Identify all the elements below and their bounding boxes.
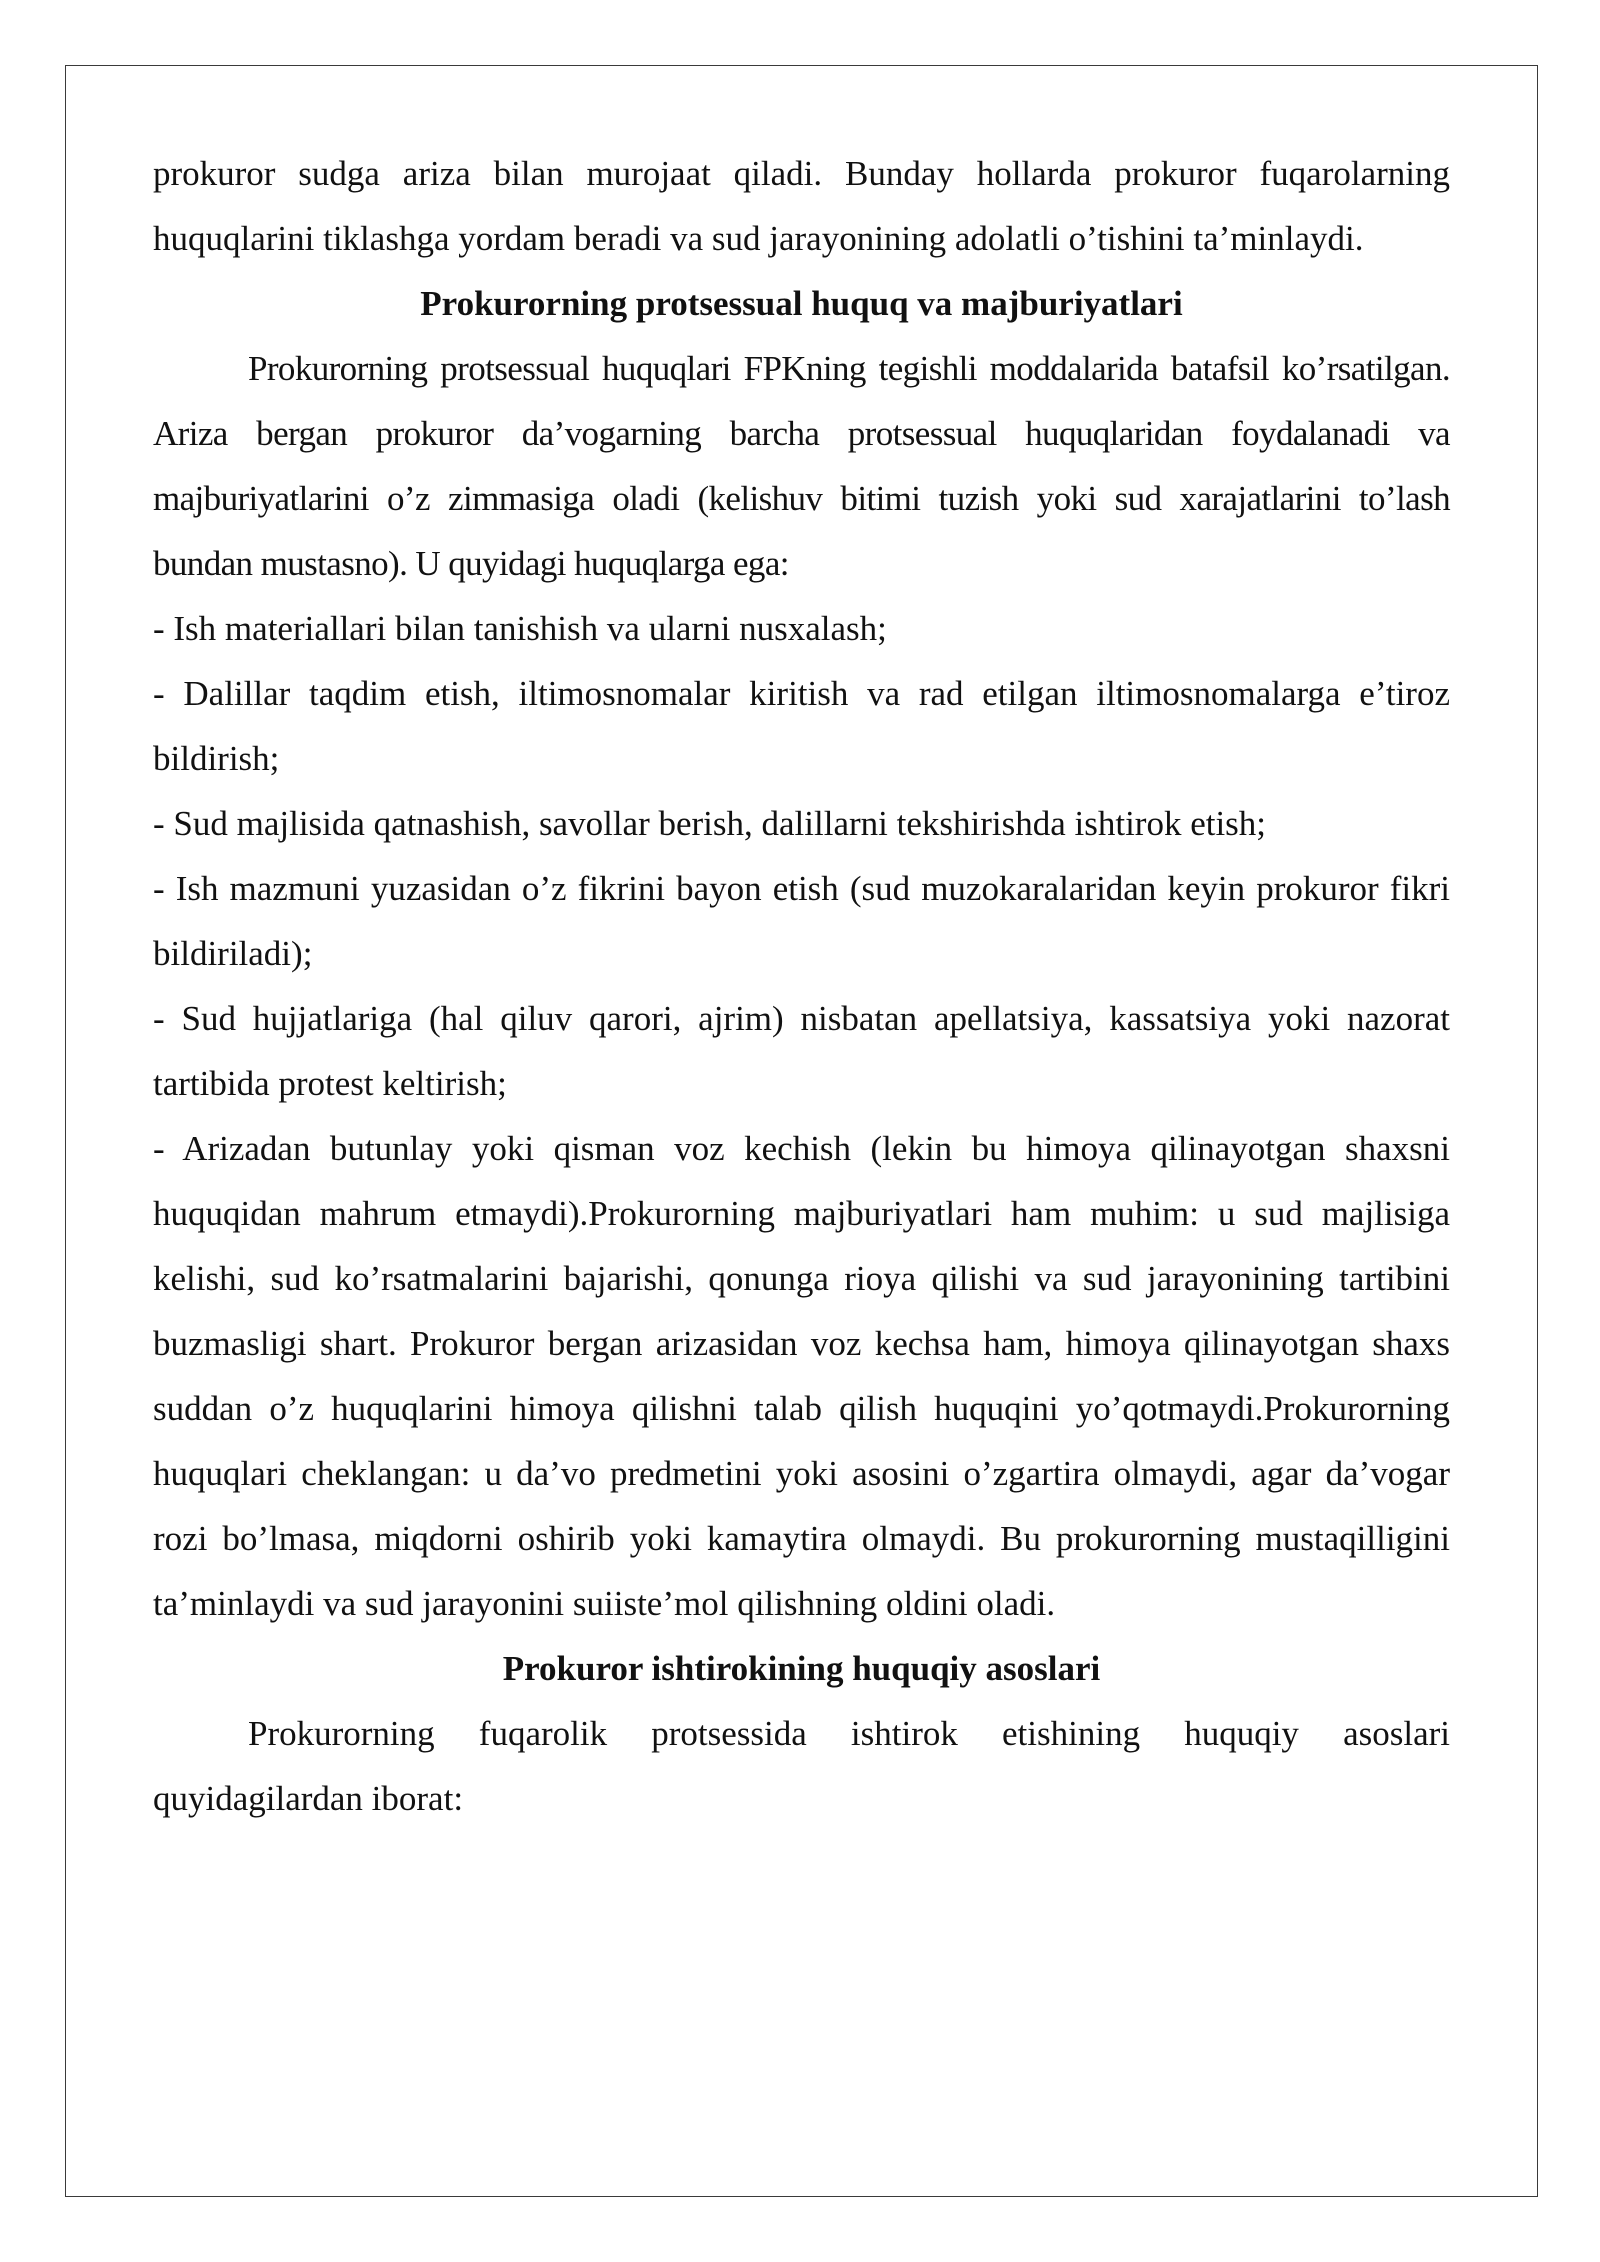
rights-list bbox=[153, 596, 1450, 1636]
list-item: - Sud hujjatlariga (hal qiluv qarori, ajrim) nisbatan apellatsiya, kassatsiya yoki nazorat tartibida protest keltirish; bbox=[153, 999, 1450, 1103]
section-heading-legal-basis: Prokuror ishtirokining huquqiy asoslari bbox=[502, 1649, 1101, 1688]
list-item: - Dalillar taqdim etish, iltimosnomalar kiritish va rad etilgan iltimosnomalarga e’tiroz bildirish; bbox=[153, 674, 1450, 778]
document-body bbox=[153, 141, 1450, 1831]
intro-paragraph: prokuror sudga ariza bilan murojaat qiladi. Bunday hollarda prokuror fuqarolarning huquqlarini tiklashga yordam beradi va sud jarayonining adolatli o’tishini ta’minlaydi. bbox=[153, 154, 1450, 258]
list-item: - Ish mazmuni yuzasidan o’z fikrini bayon etish (sud muzokaralaridan keyin prokuror fikri bildiriladi); bbox=[153, 869, 1450, 973]
list-item: - Sud majlisida qatnashish, savollar berish, dalillarni tekshirishda ishtirok etish; bbox=[153, 804, 1267, 843]
list-item: - Arizadan butunlay yoki qisman voz kechish (lekin bu himoya qilinayotgan shaxsni huquqidan mahrum etmaydi).Prokurorning majburiyatlari ham muhim: u sud majlisiga kelishi, sud ko’rsatmalarini bajarishi, qonunga rioya qilishi va sud jarayonining tartibini buzmasligi shart. Prokuror bergan arizasidan voz kechsa ham, himoya qilinayotgan shaxs suddan o’z huquqlarini himoya qilishni talab qilish huquqini yo’qotmaydi.Prokurorning huquqlari cheklangan: u da’vo predmetini yoki asosini o’zgartira olmaydi, agar da’vogar rozi bo’lmasa, miqdorni oshirib yoki kamaytira olmaydi. Bu prokurorning mustaqilligini ta’minlaydi va sud jarayonini suiiste’mol qilishning oldini oladi. bbox=[153, 1129, 1450, 1623]
list-item: - Ish materiallari bilan tanishish va ularni nusxalash; bbox=[153, 609, 887, 648]
section-heading-procedural-rights: Prokurorning protsessual huquq va majburiyatlari bbox=[420, 284, 1183, 323]
rights-paragraph: Prokurorning protsessual huquqlari FPKning tegishli moddalarida batafsil ko’rsatilgan. Ariza bergan prokuror da’vogarning barcha protsessual huquqlaridan foydalanadi va majburiyatlarini o’z zimmasiga oladi (kelishuv bitimi tuzish yoki sud xarajatlarini to’lash bundan mustasno). U quyidagi huquqlarga ega: bbox=[153, 349, 1450, 583]
legal-basis-paragraph: Prokurorning fuqarolik protsessida ishtirok etishining huquqiy asoslari quyidagilardan iborat: bbox=[153, 1714, 1450, 1818]
